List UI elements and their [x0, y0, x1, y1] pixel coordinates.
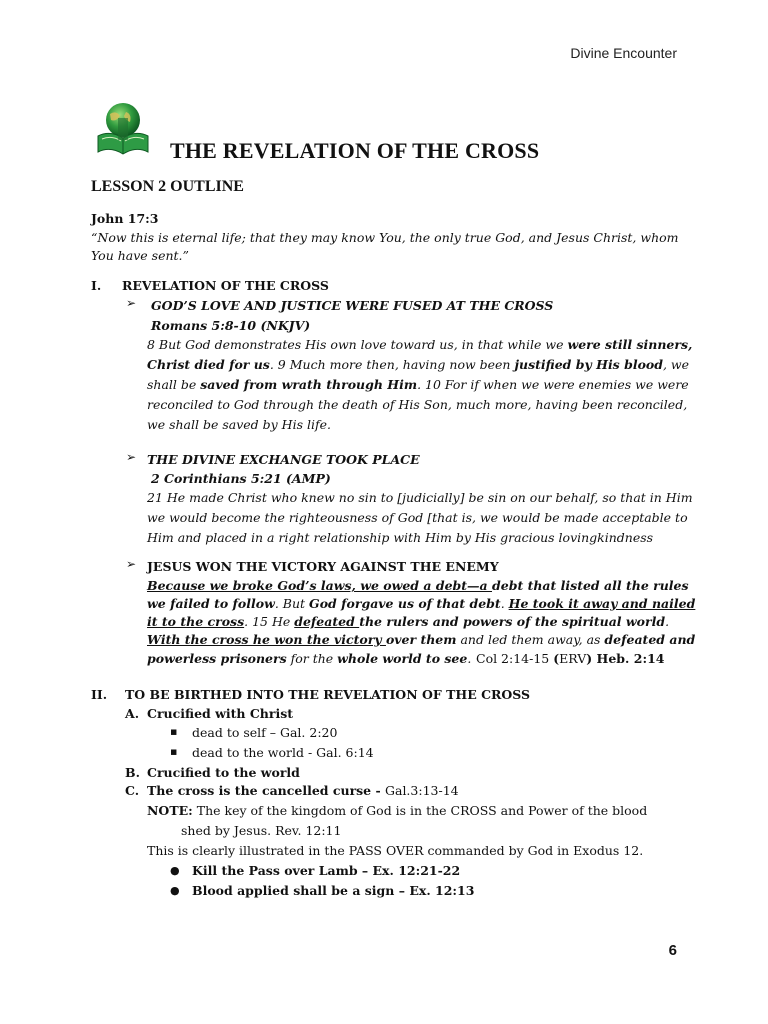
scripture-ref: 2 Corinthians 5:21 (AMP)	[151, 471, 331, 486]
page-number: 6	[668, 942, 677, 959]
point-heading: THE DIVINE EXCHANGE TOOK PLACE	[147, 452, 420, 467]
note-line: shed by Jesus. Rev. 12:11	[181, 823, 342, 838]
sub-letter: A.	[125, 706, 140, 721]
square-bullet-icon: ▪	[170, 745, 178, 758]
point-heading: JESUS WON THE VICTORY AGAINST THE ENEMY	[147, 559, 499, 574]
scripture-line: we would become the righteousness of God [that is, we would be made acceptable to	[147, 510, 688, 525]
sub-letter: B.	[125, 765, 140, 780]
round-bullet-icon: ●	[170, 864, 180, 877]
page-title: THE REVELATION OF THE CROSS	[170, 138, 540, 163]
scripture-line: reconciled to God through the death of His Son, much more, having been reconciled,	[147, 397, 688, 412]
running-header: Divine Encounter	[570, 45, 677, 61]
point-heading: GOD’S LOVE AND JUSTICE WERE FUSED AT THE CROSS	[151, 298, 554, 313]
list-item: Kill the Pass over Lamb – Ex. 12:21-22	[192, 863, 461, 878]
sub-heading: Crucified with Christ	[147, 706, 294, 721]
key-verse-line: “Now this is eternal life; that they may know You, the only true God, and Jesus Christ, whom	[91, 230, 679, 245]
scripture-line: it to the cross. 15 He defeated the rulers and powers of the spiritual world.	[147, 614, 670, 629]
lesson-heading: LESSON 2 OUTLINE	[91, 178, 244, 195]
sub-heading: Crucified to the world	[147, 765, 300, 780]
scripture-line: With the cross he won the victory over them and led them away, as defeated and	[147, 632, 696, 647]
round-bullet-icon: ●	[170, 884, 180, 897]
list-item: Blood applied shall be a sign – Ex. 12:13	[192, 883, 475, 898]
scripture-line: shall be saved from wrath through Him. 10 For if when we were enemies we were	[147, 377, 689, 392]
scripture-line: Because we broke God’s laws, we owed a debt—a debt that listed all the rules	[147, 578, 689, 593]
section-numeral: I.	[91, 278, 102, 293]
scripture-line: 8 But God demonstrates His own love toward us, in that while we were still sinners,	[147, 337, 693, 352]
scripture-line: powerless prisoners for the whole world to see.	[147, 651, 472, 666]
section-numeral: II.	[91, 687, 108, 702]
arrow-bullet-icon: ➢	[126, 450, 137, 464]
square-bullet-icon: ▪	[170, 725, 178, 738]
key-verse-line: You have sent.”	[91, 248, 189, 263]
list-item: dead to the world - Gal. 6:14	[192, 745, 374, 760]
section-heading: TO BE BIRTHED INTO THE REVELATION OF THE CROSS	[125, 687, 531, 702]
arrow-bullet-icon: ➢	[126, 557, 137, 571]
section-heading: REVELATION OF THE CROSS	[122, 278, 329, 293]
arrow-bullet-icon: ➢	[126, 296, 137, 310]
sub-heading: The cross is the cancelled curse -	[147, 783, 381, 798]
scripture-ref: Romans 5:8-10 (NKJV)	[151, 318, 311, 333]
list-item: dead to self – Gal. 2:20	[192, 725, 338, 740]
scripture-line: 21 He made Christ who knew no sin to [judicially] be sin on our behalf, so that in Him	[147, 490, 693, 505]
scripture-line: Christ died for us. 9 Much more then, having now been justified by His blood, we	[147, 357, 690, 372]
body-line: This is clearly illustrated in the PASS OVER commanded by God in Exodus 12.	[147, 843, 644, 858]
scripture-ref: Gal.3:13-14	[385, 783, 459, 798]
scripture-line: we failed to follow. But God forgave us of that debt. He took it away and nailed	[147, 596, 696, 611]
scripture-line: we shall be saved by His life.	[147, 417, 331, 432]
scripture-refs: Col 2:14-15 (ERV) Heb. 2:14	[476, 651, 665, 666]
open-book-globe-icon	[96, 100, 150, 156]
note-line: NOTE: The key of the kingdom of God is in the CROSS and Power of the blood	[147, 803, 648, 818]
scripture-line: Him and placed in a right relationship with Him by His gracious lovingkindness	[147, 530, 654, 545]
sub-letter: C.	[125, 783, 140, 798]
key-verse-ref: John 17:3	[91, 211, 159, 226]
